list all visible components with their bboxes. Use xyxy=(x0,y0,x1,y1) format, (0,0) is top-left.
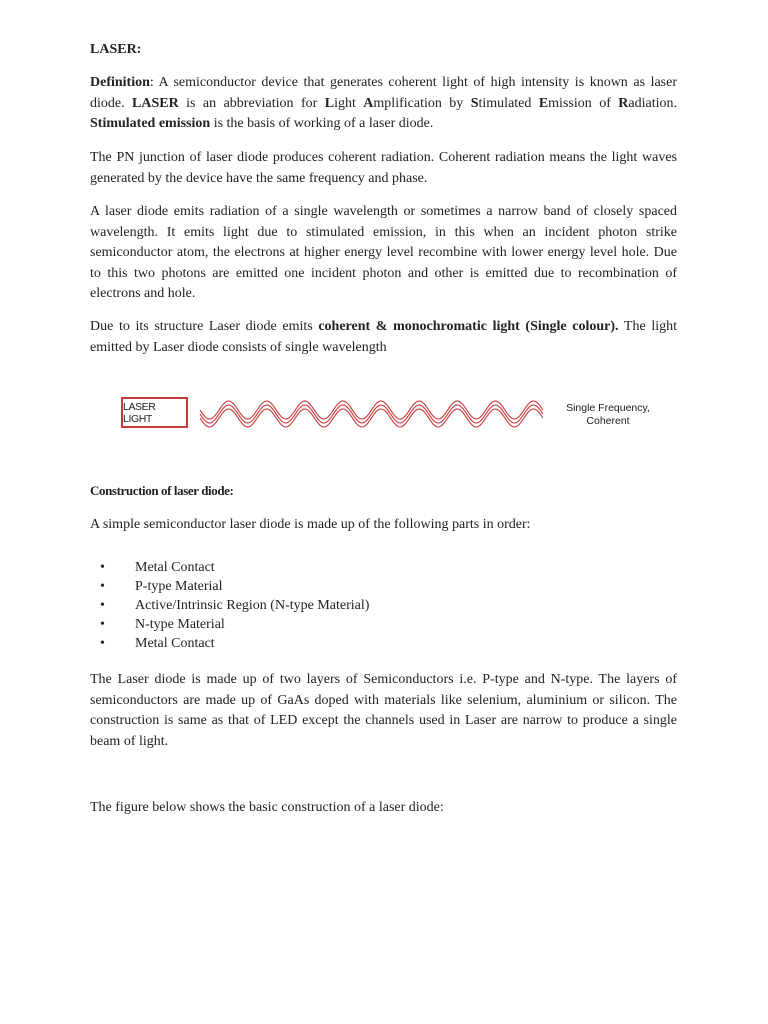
list-item: • Active/Intrinsic Region (N-type Material) xyxy=(100,598,370,613)
bullet-icon: • xyxy=(100,617,105,632)
structure-paragraph: Due to its structure Laser diode emits coherent & monochromatic light (Single colour). The light emitted by Laser diode consists of single wavelength xyxy=(90,319,677,355)
parts-intro: A simple semiconductor laser diode is made up of the following parts in order: xyxy=(90,517,531,532)
sine-wave-graphic xyxy=(198,394,548,436)
list-item: • Metal Contact xyxy=(100,560,215,575)
page-title: LASER: xyxy=(90,42,142,57)
list-item: • Metal Contact xyxy=(100,636,215,651)
bullet-icon: • xyxy=(100,636,105,651)
wave-caption: Single Frequency, Coherent xyxy=(566,402,650,427)
parts-list xyxy=(90,558,369,653)
coherent-monochromatic-term: coherent & monochromatic light (Single colour). xyxy=(318,319,619,334)
emission-paragraph: A laser diode emits radiation of a single wavelength or sometimes a narrow band of closely spaced wavelength. It emits light due to stimulated emission, in this when an incident photon strike semiconductor atom, the electrons at higher energy level recombine with lower energy level hole. Due to this two photons are emitted one incident photon and other is emitted due to recombination of electrons and hole. xyxy=(90,204,677,301)
construction-heading: Construction of laser diode: xyxy=(90,483,234,498)
laser-term: LASER xyxy=(132,95,179,111)
bullet-icon: • xyxy=(100,560,105,575)
bullet-icon: • xyxy=(100,598,105,613)
stimulated-emission-term: Stimulated emission xyxy=(90,116,211,131)
pn-junction-paragraph: The PN junction of laser diode produces coherent radiation. Coherent radiation means the light waves generated by the device have the same frequency and phase. xyxy=(90,150,677,186)
layers-paragraph: The Laser diode is made up of two layers of Semiconductors i.e. P-type and N-type. The layers of semiconductors are made up of GaAs doped with materials like selenium, aluminium or silicon. The construction is same as that of LED except the channels used in Laser are narrow to produce a single beam of light. xyxy=(90,672,677,749)
bullet-icon: • xyxy=(100,579,105,594)
list-item: • N-type Material xyxy=(100,617,225,632)
list-item: • P-type Material xyxy=(100,579,223,594)
figure-intro: The figure below shows the basic construction of a laser diode: xyxy=(90,800,444,815)
definition-paragraph: Definition: A semiconductor device that generates coherent light of high intensity is known as laser diode. LASER is an abbreviation for Light Amplification by Stimulated Emission of Radiation. Stimulated emission is the basis of working of a laser diode. xyxy=(90,75,678,131)
definition-label: Definition xyxy=(90,75,150,90)
laser-light-figure xyxy=(118,394,678,436)
laser-light-label: LASER LIGHT xyxy=(123,400,156,425)
laser-light-box xyxy=(121,397,188,428)
